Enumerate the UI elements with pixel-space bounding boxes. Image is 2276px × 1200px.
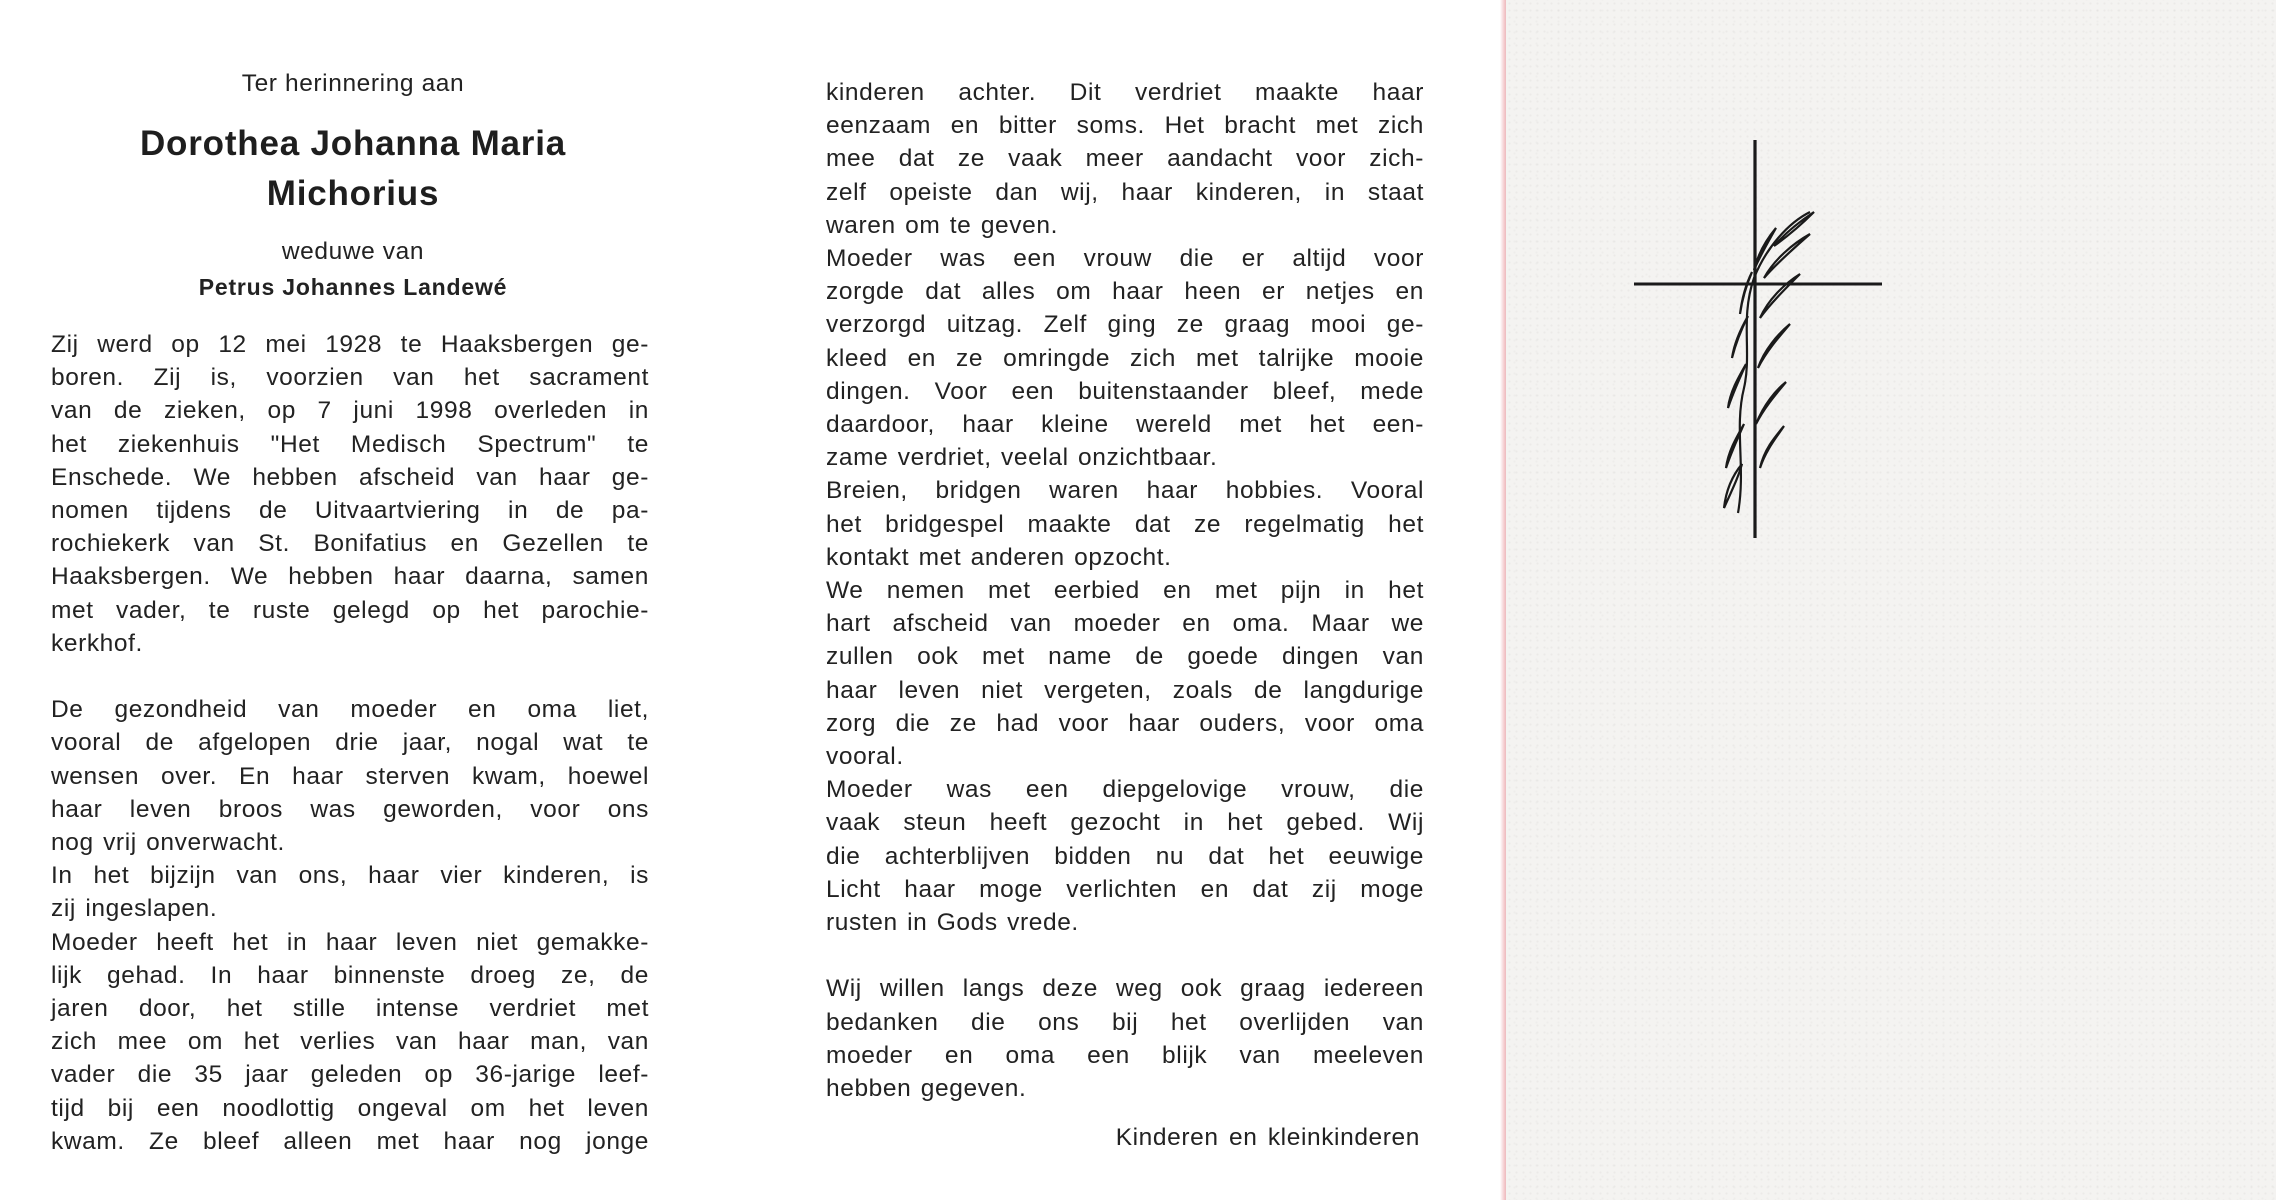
text-line: kleed en ze omringde zich met talrijke mooie (826, 344, 1424, 372)
paragraph-birth-death (51, 328, 649, 660)
text-line: verzorgd uitzag. Zelf ging ze graag mooi ge- (826, 311, 1424, 339)
text-line: Wij willen langs deze weg ook graag iedereen (826, 975, 1424, 1003)
text-line: haar leven broos was geworden, voor ons (51, 795, 649, 823)
text-line: eenzaam en bitter soms. Het bracht met zich (826, 112, 1424, 140)
text-line: Licht haar moge verlichten en dat zij moge (826, 875, 1424, 903)
text-line: kerkhof. (51, 629, 143, 657)
text-line: vooral de afgelopen drie jaar, nogal wat te (51, 729, 649, 757)
text-line: waren om te geven. (826, 211, 1058, 239)
text-line: Haaksbergen. We hebben haar daarna, samen (51, 563, 649, 591)
text-line: moeder en oma een blijk van meeleven (826, 1041, 1424, 1069)
text-line: tijd bij een noodlottig ongeval om het leven (51, 1094, 649, 1122)
text-line: nomen tijdens de Uitvaartviering in de pa- (51, 497, 649, 525)
signoff: Kinderen en kleinkinderen (1115, 1124, 1420, 1151)
text-line: van de zieken, op 7 juni 1998 overleden in (51, 397, 649, 425)
paragraph-appearance (826, 242, 1424, 474)
text-line: mee dat ze vaak meer aandacht voor zich- (826, 145, 1424, 173)
text-line: lijk gehad. In haar binnenste droeg ze, de (51, 961, 649, 989)
cross-with-palm-branch-icon (1628, 138, 1888, 538)
text-line: Moeder heeft het in haar leven niet gemakke- (51, 928, 649, 956)
text-column-right (826, 76, 1424, 1105)
text-line: zij ingeslapen. (51, 895, 218, 923)
intro-text: Ter herinnering aan (241, 70, 465, 97)
deceased-name-line2: Michorius (266, 174, 440, 213)
text-line: zullen ook met name de goede dingen van (826, 643, 1424, 671)
text-line: zame verdriet, veelal onzichtbaar. (826, 444, 1218, 472)
paragraph-hobbies (826, 474, 1424, 574)
text-line: We nemen met eerbied en met pijn in het (826, 577, 1424, 605)
text-line: die achterblijven bidden nu dat het eeuwige (826, 842, 1424, 870)
text-line: zorgde dat alles om haar heen er netjes en (826, 278, 1424, 306)
text-line: nog vrij onverwacht. (51, 829, 285, 857)
text-line: kinderen achter. Dit verdriet maakte haar (826, 79, 1424, 106)
paragraph-farewell (826, 574, 1424, 773)
palm-branch (1724, 212, 1814, 513)
text-line: rusten in Gods vrede. (826, 909, 1079, 937)
spouse-name: Petrus Johannes Landewé (198, 274, 508, 300)
text-line: haar leven niet vergeten, zoals de langdurige (826, 676, 1424, 704)
paragraph-grief (826, 76, 1424, 242)
text-line: vooral. (826, 743, 904, 771)
text-line: het bridgespel maakte dat ze regelmatig het (826, 510, 1424, 538)
text-line: boren. Zij is, voorzien van het sacrament (51, 364, 649, 392)
paragraph-health (51, 693, 649, 859)
text-line: het ziekenhuis "Het Medisch Spectrum" te (51, 430, 649, 458)
text-line: De gezondheid van moeder en oma liet, (51, 696, 649, 724)
text-line: vaak steun heeft gezocht in het gebed. Wij (826, 809, 1424, 837)
text-line: Breien, bridgen waren haar hobbies. Vooral (826, 477, 1424, 505)
text-line: kontakt met anderen opzocht. (826, 543, 1172, 571)
deceased-name-line1: Dorothea Johanna Maria (139, 124, 566, 163)
text-line: bedanken die ons bij het overlijden van (826, 1008, 1424, 1036)
text-line: In het bijzijn van ons, haar vier kinderen, is (51, 862, 649, 890)
text-line: zelf opeiste dan wij, haar kinderen, in staat (826, 178, 1424, 206)
text-line: zorg die ze had voor haar ouders, voor oma (826, 709, 1424, 737)
paragraph-faith (826, 773, 1424, 939)
text-line: vader die 35 jaar geleden op 36-jarige leef- (51, 1061, 649, 1089)
paragraph-children (51, 859, 649, 925)
text-line: Moeder was een vrouw die er altijd voor (826, 245, 1424, 273)
text-line: jaren door, het stille intense verdriet met (51, 995, 649, 1023)
text-line: zich mee om het verlies van haar man, van (51, 1028, 649, 1056)
text-line: Moeder was een diepgelovige vrouw, die (826, 776, 1424, 804)
text-line: Enschede. We hebben afscheid van haar ge- (51, 463, 649, 491)
text-line: daardoor, haar kleine wereld met het een- (826, 411, 1424, 439)
text-line: rochiekerk van St. Bonifatius en Gezellen te (51, 530, 649, 558)
text-line: dingen. Voor een buitenstaander bleef, mede (826, 377, 1424, 405)
text-line: kwam. Ze bleef alleen met haar nog jonge (51, 1127, 649, 1155)
text-line: wensen over. En haar sterven kwam, hoewel (51, 762, 649, 790)
text-line: hart afscheid van moeder en oma. Maar we (826, 610, 1424, 638)
card-back-panel (1506, 0, 2276, 1200)
paragraph-gap (51, 660, 649, 693)
paragraph-thanks (826, 972, 1424, 1105)
text-line: met vader, te ruste gelegd op het parochie- (51, 596, 649, 624)
text-column-left (51, 328, 649, 1158)
text-line: Zij werd op 12 mei 1928 te Haaksbergen ge- (51, 331, 649, 358)
text-line: hebben gegeven. (826, 1075, 1027, 1103)
relation-text: weduwe van (281, 238, 425, 265)
paragraph-gap (826, 939, 1424, 972)
paragraph-life (51, 926, 649, 1158)
